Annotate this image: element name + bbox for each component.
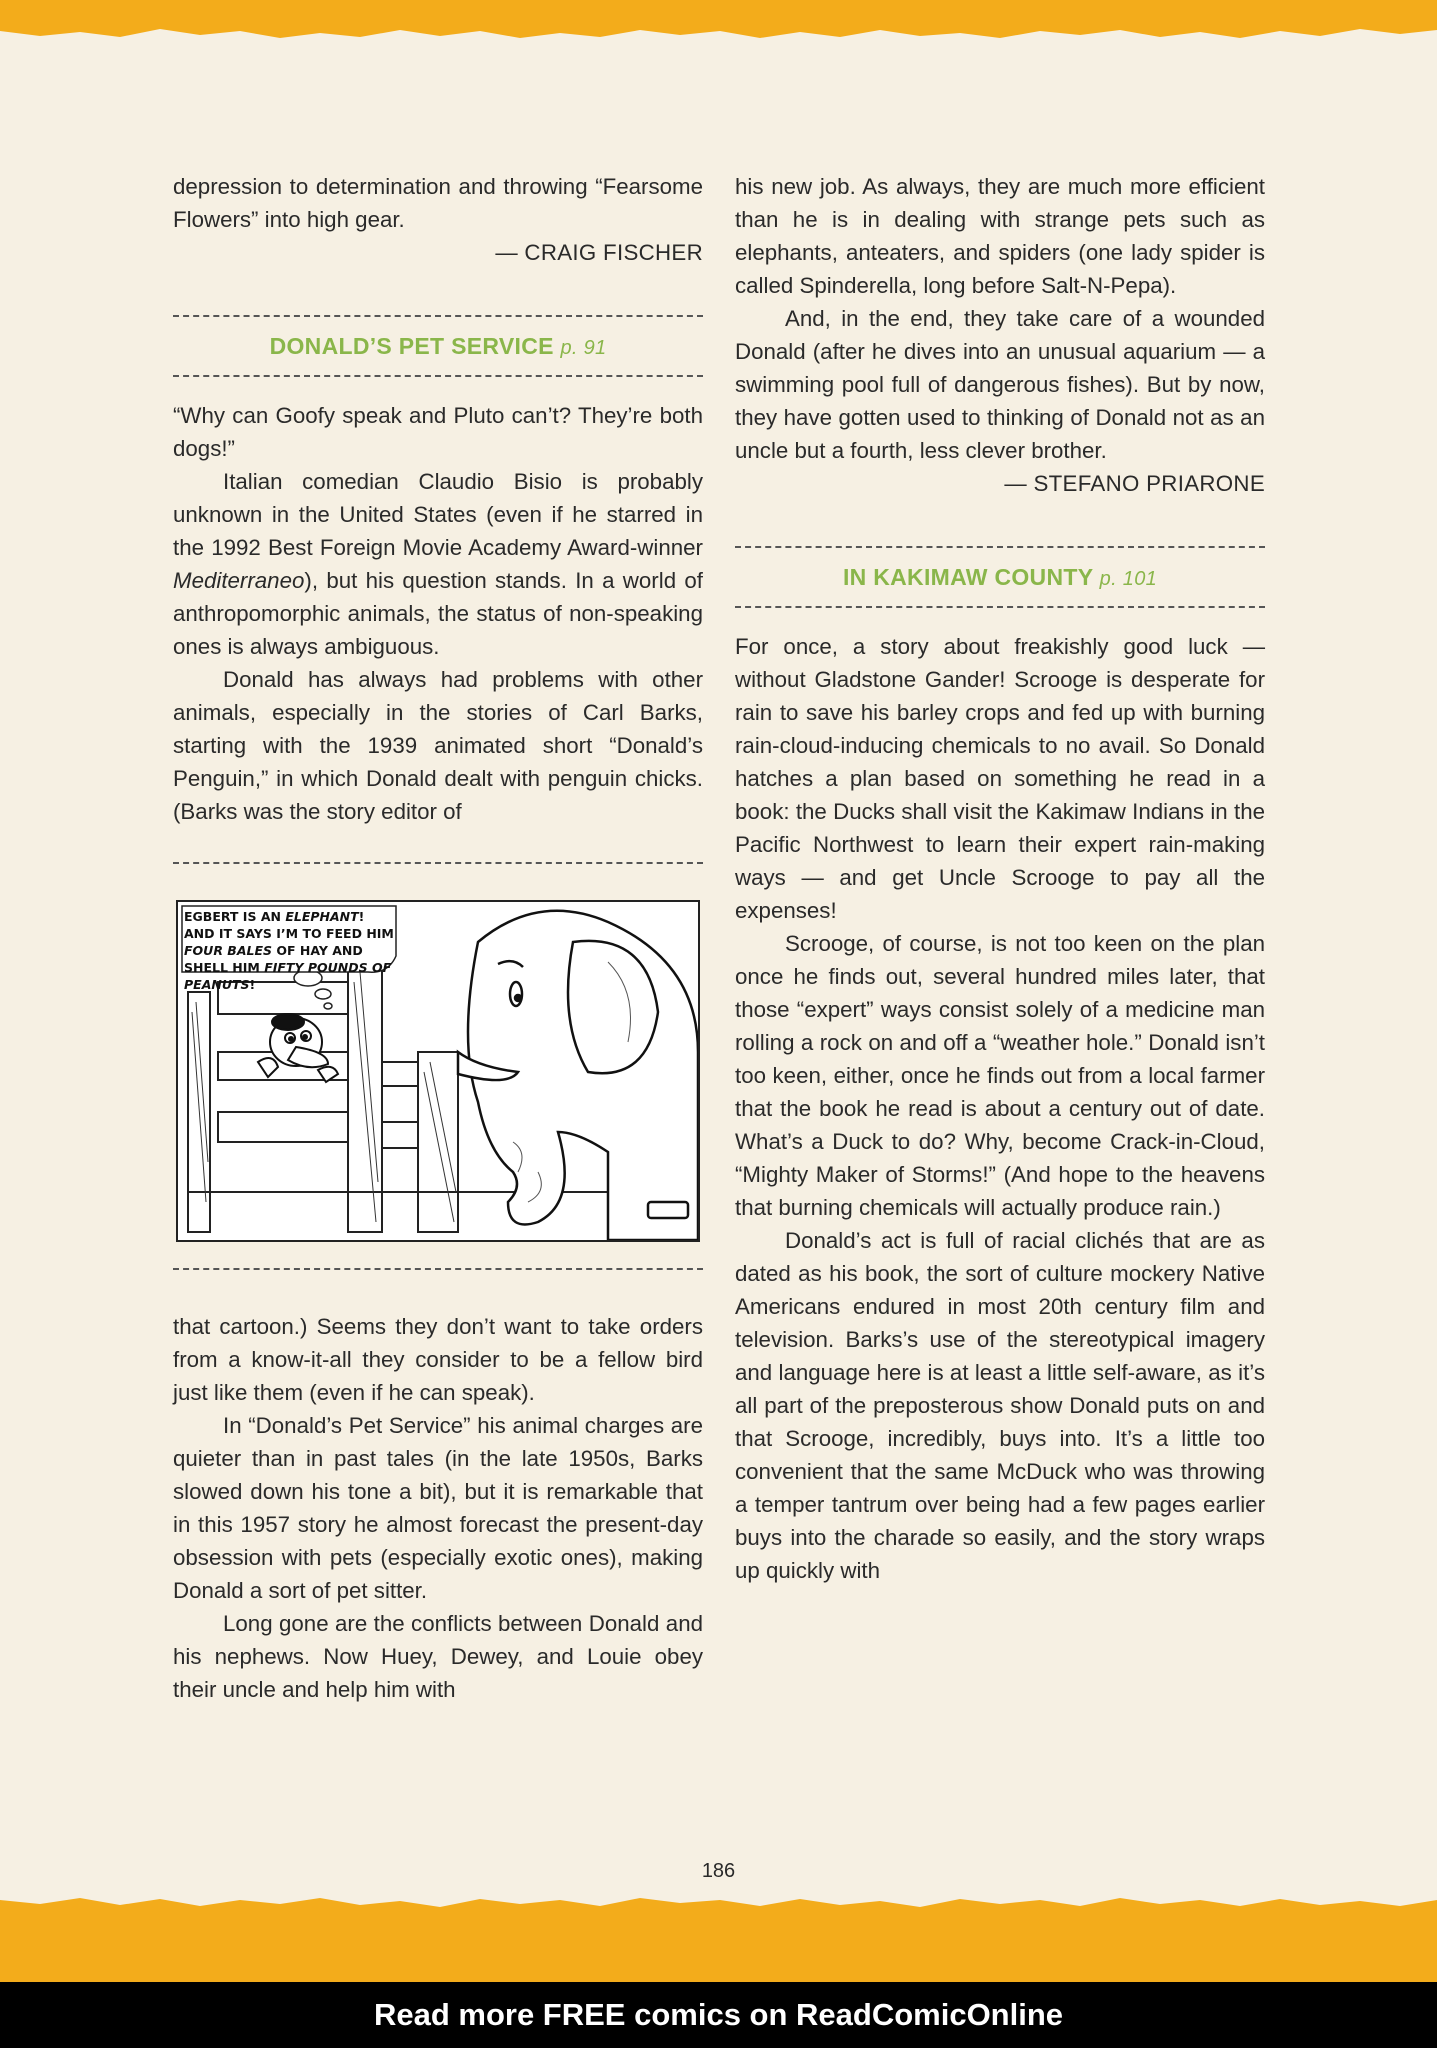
dashed-divider <box>173 315 703 317</box>
left-column <box>173 170 703 1706</box>
balloon-text: ! AND IT SAYS I’M TO FEED HIM <box>184 909 394 941</box>
author-signature: — CRAIG FISCHER <box>495 240 703 265</box>
film-title: Mediterraneo <box>173 568 305 593</box>
comic-panel <box>176 900 700 1242</box>
heading-page-ref: p. 91 <box>560 337 607 359</box>
paragraph: his new job. As always, they are much more efficient than he is in dealing with strange pets such as elephants, anteaters, and spiders (one lady spider is called Spinderella, long before Salt-N-Pepa). <box>735 174 1265 298</box>
speech-balloon <box>184 908 394 993</box>
top-orange-band <box>0 0 1437 54</box>
paragraph: Donald has always had problems with other animals, especially in the stories of Carl Barks, starting with the 1939 animated short “Donald’s Penguin,” in which Donald dealt with penguin chicks. (Barks was the story editor of <box>173 667 703 824</box>
balloon-text: EGBERT IS AN <box>184 909 286 924</box>
text-run: Italian comedian Claudio Bisio is probably unknown in the United States (even if he starred in the 1992 Best Foreign Movie Academy Award-winner <box>173 469 703 560</box>
text-run: ), but his question stands. In a world of anthropomorphic animals, the status of non-speaking ones is always ambiguous. <box>173 568 703 659</box>
section-heading-kakimaw <box>735 560 1265 596</box>
paragraph <box>173 465 703 663</box>
dashed-divider <box>735 546 1265 548</box>
balloon-emphasis: ELEPHANT <box>285 909 359 924</box>
heading-page-ref: p. 101 <box>1099 568 1158 590</box>
paragraph: Scrooge, of course, is not too keen on the plan once he finds out, several hundred miles later, that those “expert” ways consist solely of a medicine man rolling a rock on and off a “weather hole.” Donald isn’t too keen, either, once he finds out from a local farmer that the book he read is about a century out of date. What’s a Duck to do? Why, become Crack-in-Cloud, “Mighty Maker of Storms!” (And hope to the heavens that burning chemicals will actually produce rain.) <box>735 931 1265 1220</box>
page-number: 186 <box>701 1860 736 1882</box>
paragraph: that cartoon.) Seems they don’t want to take orders from a know-it-all they consider to be a fellow bird just like them (even if he can speak). <box>173 1314 703 1405</box>
balloon-text: OF HAY AND SHELL HIM <box>184 943 363 975</box>
balloon-emphasis: FIFTY POUNDS OF PEANUTS <box>184 960 392 992</box>
paragraph: And, in the end, they take care of a wounded Donald (after he dives into an unusual aquarium — a swimming pool full of dangerous fishes). But by now, they have gotten used to thinking of Donald not as an uncle but a fourth, less clever brother. <box>735 306 1265 463</box>
paragraph: “Why can Goofy speak and Pluto can’t? They’re both dogs!” <box>173 403 703 461</box>
intro-paragraph: depression to determination and throwing “Fearsome Flowers” into high gear. <box>173 174 703 232</box>
footer-banner[interactable] <box>0 1982 1437 2048</box>
author-signature: — STEFANO PRIARONE <box>1004 471 1265 496</box>
heading-title: DONALD’S PET SERVICE <box>269 333 554 359</box>
balloon-emphasis: FOUR BALES <box>184 943 273 958</box>
paragraph: Donald’s act is full of racial clichés that are as dated as his book, the sort of culture mockery Native Americans endured in most 20th century film and television. Barks’s use of the stereotypical imagery and language here is at least a little self-aware, as it’s all part of the preposterous show Donald puts on and that Scrooge, incredibly, buys into. It’s a little too convenient that the same McDuck who was throwing a temper tantrum over being had a few pages earlier buys into the charade so easily, and the story wraps up quickly with <box>735 1228 1265 1583</box>
footer-link-text[interactable]: Read more FREE comics on ReadComicOnline <box>373 1997 1064 2032</box>
balloon-text: ! <box>249 977 256 992</box>
paragraph: In “Donald’s Pet Service” his animal charges are quieter than in past tales (in the late 1950s, Barks slowed down his tone a bit), but it is remarkable that in this 1957 story he almost forecast the present-day obsession with pets (especially exotic ones), making Donald a sort of pet sitter. <box>173 1413 703 1603</box>
paragraph: Long gone are the conflicts between Donald and his nephews. Now Huey, Dewey, and Louie obey their uncle and help him with <box>173 1611 703 1702</box>
paragraph: For once, a story about freakishly good luck — without Gladstone Gander! Scrooge is desperate for rain to save his barley crops and fed up with burning rain-cloud-inducing chemicals to no avail. So Donald hatches a plan based on something he read in a book: the Ducks shall visit the Kakimaw Indians in the Pacific Northwest to learn their expert rain-making ways — and get Uncle Scrooge to pay all the expenses! <box>735 634 1265 923</box>
section-heading-pet-service <box>173 329 703 365</box>
heading-title: IN KAKIMAW COUNTY <box>842 564 1093 590</box>
bottom-orange-band <box>0 1890 1437 1982</box>
right-column <box>735 170 1265 1587</box>
